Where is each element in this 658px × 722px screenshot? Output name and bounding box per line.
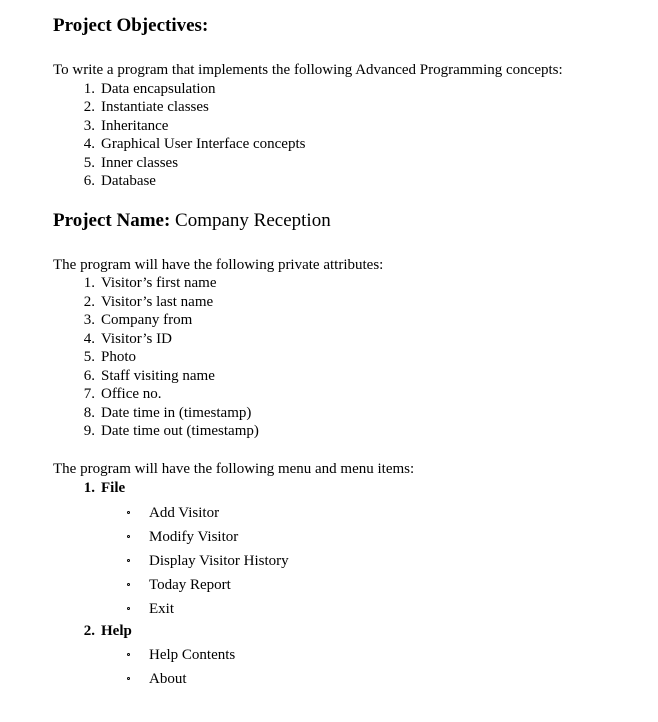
list-item: 4. Graphical User Interface concepts <box>83 136 306 152</box>
menu-intro: The program will have the following menu and menu items: <box>53 460 415 477</box>
objectives-heading: Project Objectives: <box>53 15 209 36</box>
list-item: 8. Date time in (timestamp) <box>83 404 252 421</box>
attributes-intro: The program will have the following private attributes: <box>53 256 384 273</box>
bullet-icon <box>127 535 130 538</box>
list-item: Display Visitor History <box>53 549 643 573</box>
bullet-icon <box>127 511 130 514</box>
project-name-heading <box>53 209 643 233</box>
list-item: Help Contents <box>53 643 643 667</box>
bullet-icon <box>127 583 130 586</box>
help-menu-items <box>53 643 643 691</box>
file-menu-items <box>53 501 643 621</box>
list-item: 7. Office no. <box>83 386 162 402</box>
list-item: 9. Date time out (timestamp) <box>83 423 259 439</box>
list-item: Modify Visitor <box>53 525 643 549</box>
objectives-intro: To write a program that implements the following Advanced Programming concepts: <box>53 62 563 78</box>
project-name-value: Company Reception <box>175 209 331 231</box>
list-item: Add Visitor <box>53 501 643 525</box>
list-item: 5. Inner classes <box>83 154 179 171</box>
project-name-label: Project Name: <box>53 209 171 231</box>
list-item: 3. Company from <box>83 312 193 328</box>
bullet-icon <box>127 559 130 562</box>
bullet-icon <box>127 607 130 610</box>
bullet-icon <box>127 677 130 680</box>
bullet-icon <box>127 653 130 656</box>
list-item: 1. Data encapsulation <box>83 80 216 97</box>
menu-help-heading: 2. Help <box>83 622 132 639</box>
list-item: 5. Photo <box>83 349 137 365</box>
list-item: 3. Inheritance <box>83 117 169 134</box>
document <box>53 14 643 691</box>
menu-file-heading: 1. File <box>83 480 126 496</box>
list-item: 2. Instantiate classes <box>83 99 209 115</box>
attributes-list <box>53 274 643 441</box>
list-item: 6. Database <box>83 173 156 189</box>
list-item: 1. Visitor’s first name <box>83 275 217 291</box>
list-item: Today Report <box>53 573 643 597</box>
list-item: About <box>53 667 643 691</box>
list-item: 2. Visitor’s last name <box>83 293 214 310</box>
list-item: 6. Staff visiting name <box>83 367 215 384</box>
list-item: Exit <box>53 597 643 621</box>
list-item: 4. Visitor’s ID <box>83 330 172 347</box>
objectives-list <box>53 80 643 191</box>
